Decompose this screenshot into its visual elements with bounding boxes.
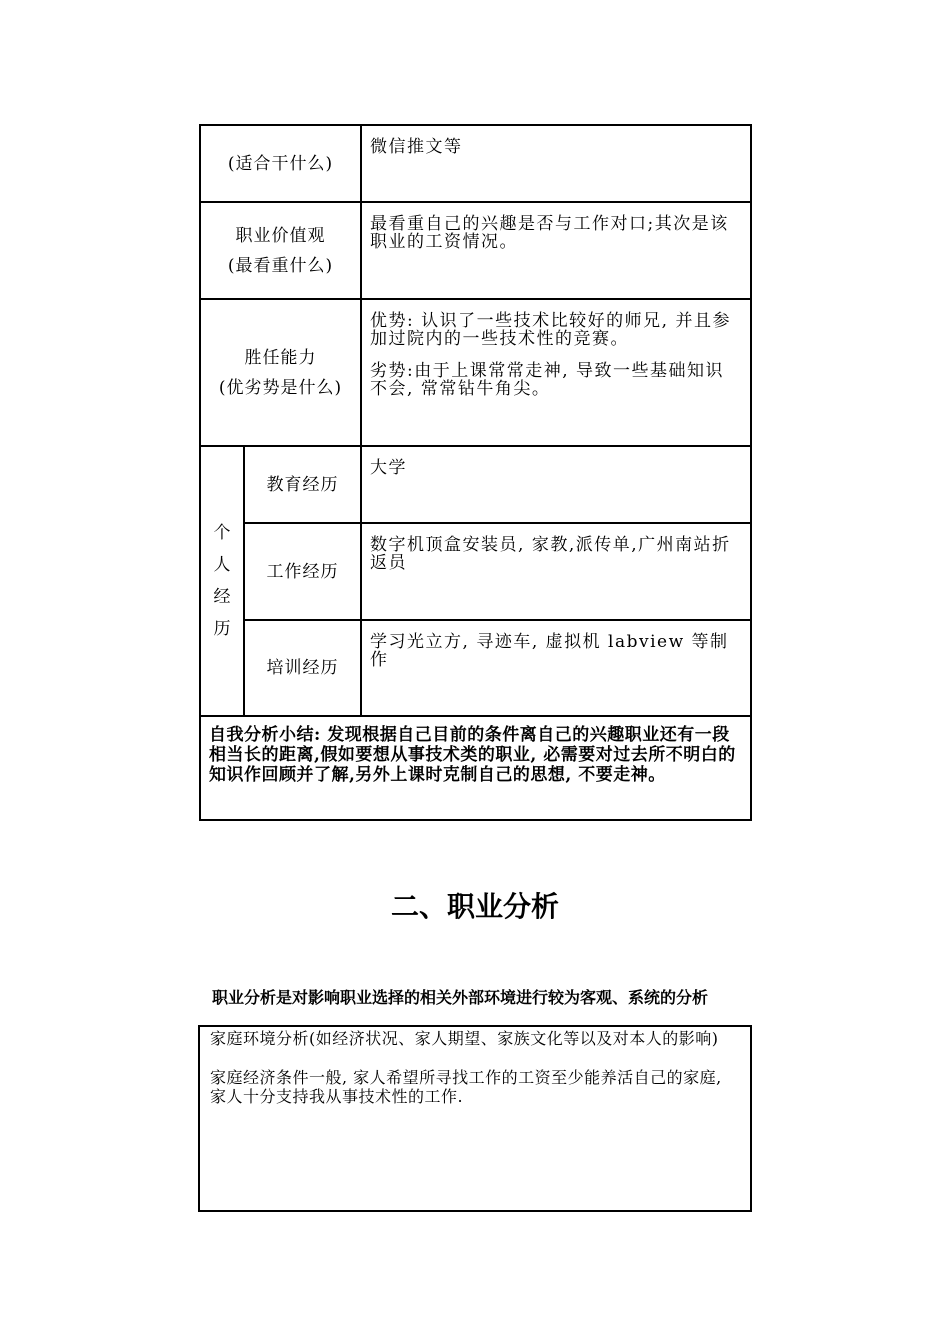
- ability-label: [200, 299, 361, 446]
- ability-label-line1: 胜任能力: [244, 347, 317, 368]
- suit-value: 微信推文等: [361, 125, 751, 202]
- family-box-content: 家庭经济条件一般, 家人希望所寻找工作的工资至少能养活自己的家庭, 家人十分支持我从事技术性的工作.: [210, 1068, 722, 1106]
- personal-char: 人: [213, 555, 231, 575]
- values-label: [200, 202, 361, 299]
- personal-char: 个: [213, 523, 231, 543]
- section-intro: 职业分析是对影响职业选择的相关外部环境进行较为客观、系统的分析: [212, 988, 709, 1007]
- values-label-line1: 职业价值观: [235, 225, 326, 246]
- ability-label-line2: (优劣势是什么): [218, 377, 343, 398]
- ability-weaknesses: 劣势:由于上课常常走神, 导致一些基础知识不会, 常常钻牛角尖。: [370, 361, 725, 399]
- values-label-line2: (最看重什么): [227, 255, 334, 276]
- table-row: [200, 202, 751, 299]
- work-value: 数字机顶盒安装员, 家教,派传单,广州南站折返员: [361, 523, 751, 620]
- personal-char: 经: [213, 587, 231, 607]
- education-value: 大学: [361, 446, 751, 523]
- ability-strengths: 优势: 认识了一些技术比较好的师兄, 并且参加过院内的一些技术性的竞赛。: [370, 311, 731, 349]
- table-row: [200, 299, 751, 446]
- work-label: 工作经历: [244, 523, 361, 620]
- suit-label: (适合干什么): [200, 125, 361, 202]
- personal-char: 历: [213, 619, 231, 639]
- training-label: 培训经历: [244, 620, 361, 716]
- table-row: [200, 125, 751, 202]
- self-analysis-table: [199, 124, 752, 821]
- education-label: 教育经历: [244, 446, 361, 523]
- table-row: [200, 716, 751, 820]
- values-value: 最看重自己的兴趣是否与工作对口;其次是该职业的工资情况。: [361, 202, 751, 299]
- personal-experience-label: [200, 446, 244, 716]
- table-row: [200, 523, 751, 620]
- family-analysis-box: [198, 1025, 752, 1212]
- family-box-title: 家庭环境分析(如经济状况、家人期望、家族文化等以及对本人的影响): [210, 1029, 719, 1048]
- table-row: [200, 446, 751, 523]
- self-analysis-summary: 自我分析小结: 发现根据自己目前的条件离自己的兴趣职业还有一段相当长的距离,假如要想从事技术类的职业, 必需要对过去所不明白的知识作回顾并了解,另外上课时克制自己的思想, 不要走神。: [200, 716, 751, 820]
- section-heading: 二、职业分析: [390, 890, 559, 923]
- ability-value: [361, 299, 751, 446]
- training-value: 学习光立方, 寻迹车, 虚拟机 labview 等制作: [361, 620, 751, 716]
- table-row: [200, 620, 751, 716]
